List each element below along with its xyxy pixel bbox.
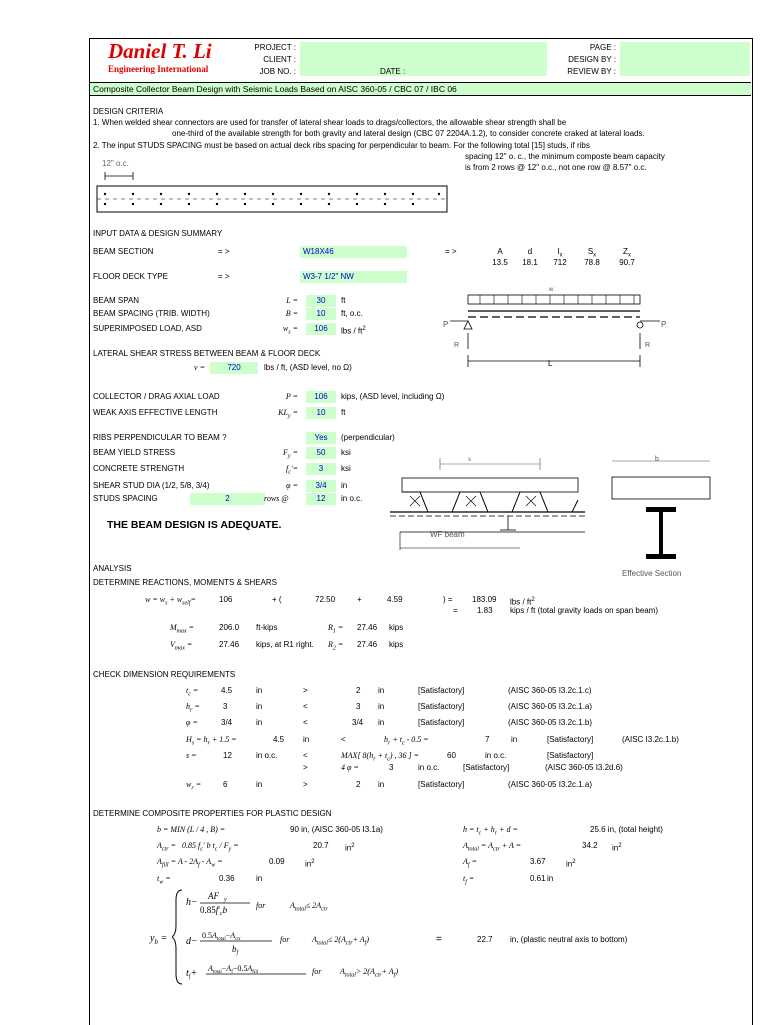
dim-row-limit: 3/4 [352, 718, 364, 727]
af-unit: $in^2$ [566, 859, 576, 869]
w-plus2: + [357, 595, 362, 604]
dim-row-unit: in [256, 718, 263, 727]
effective-section-diagram [606, 455, 716, 580]
s-limit2-unit: in o.c. [418, 763, 440, 772]
prop-value-sx: 78.8 [584, 258, 600, 267]
w-eq2: = [453, 606, 458, 615]
svg-text:y: y [224, 897, 227, 903]
yb-for-3: for [312, 967, 322, 976]
s-result1: [Satisfactory] [547, 751, 594, 760]
criteria-heading: DESIGN CRITERIA [93, 107, 164, 116]
kl-unit: ft [341, 408, 346, 417]
analysis-heading: ANALYSIS [93, 564, 132, 573]
actr-value: 20.7 [313, 841, 329, 850]
dim-row-limit: 3 [356, 702, 361, 711]
w-close: ) = [443, 595, 453, 604]
p-left-label: P [443, 320, 449, 329]
stud-layout-diagram [95, 168, 455, 218]
yb-symbol: $y_b$ = [150, 933, 168, 946]
vmax-unit: kips, at R1 right. [256, 640, 314, 649]
svg-text:tf+: $t_f+$ [186, 968, 198, 980]
r2-unit: kips [389, 640, 404, 649]
criteria-line1b: one-third of the available strength for both gravity and lateral design (CBC 07 2204A.1.2), to consider concrete craked at lateral loads. [172, 129, 645, 138]
svg-text:h−: h− [186, 897, 198, 908]
input-heading: INPUT DATA & DESIGN SUMMARY [93, 229, 223, 238]
stud-unit: in [341, 481, 348, 490]
prop-header-a: A [497, 247, 503, 256]
yb-value: 22.7 [477, 935, 493, 944]
spacing-input[interactable]: 10 [306, 308, 336, 320]
studsp-rows-unit: rows @ [264, 494, 289, 503]
spacing-label: BEAM SPACING (TRIB. WIDTH) [93, 309, 210, 318]
svg-text:0.5Atotal−Actr: $0.5A_{total}-A_{ctr}$ [202, 931, 241, 942]
project-field[interactable] [300, 42, 547, 76]
design-result: THE BEAM DESIGN IS ADEQUATE. [107, 519, 282, 531]
s-result2: [Satisfactory] [463, 763, 510, 772]
stud-input[interactable]: 3/4 [306, 480, 336, 492]
tf-value: 0.61 [530, 874, 546, 883]
ribs-note: (perpendicular) [341, 433, 395, 442]
dim-row-symbol: φ = [186, 718, 198, 727]
fy-unit: ksi [341, 448, 351, 457]
stud-symbol: φ = [286, 481, 298, 490]
prop-value-a: 13.5 [492, 258, 508, 267]
deck-section-diagram [380, 450, 600, 560]
beam-section-value: W18X46 [303, 247, 334, 256]
prop-value-d: 18.1 [522, 258, 538, 267]
kl-label: WEAK AXIS EFFECTIVE LENGTH [93, 408, 218, 417]
beam-section-arrow: = > [218, 247, 230, 256]
wr-value: 6 [223, 780, 228, 789]
s-unit: in o.c. [256, 751, 278, 760]
p-unit: kips, (ASD level, including Ω) [341, 392, 445, 401]
w-res2-unit: kips / ft (total gravity loads on span beam) [510, 606, 659, 615]
atot-value: 34.2 [582, 841, 598, 850]
actr-unit: $in^2$ [345, 843, 355, 853]
prop-value-ix: 712 [553, 258, 567, 267]
r1-label: R [454, 342, 460, 349]
s-limit1-eq: MAX[ $8(h_r + t_c)$ , 36 ] = [341, 751, 420, 763]
s-limit2: 3 [389, 763, 394, 772]
criteria-line2b: spacing 12" o. c., the minimum composte beam capacity [465, 152, 665, 161]
s-op2: > [303, 763, 308, 772]
p-right-label: P [661, 320, 667, 329]
sdl-input[interactable]: 106 [306, 323, 336, 335]
designby-label: DESIGN BY : [568, 55, 616, 64]
page-title: Composite Collector Beam Design with Seismic Loads Based on AISC 360-05 / CBC 07 / IBC 06 [93, 84, 457, 94]
spacing-unit: ft, o.c. [341, 309, 363, 318]
page-field[interactable] [620, 42, 750, 76]
sdl-unit: lbs / $ft^2$ [341, 326, 366, 336]
mmax-symbol: $M_{max}$ = [170, 623, 195, 635]
sdl-label: SUPERIMPOSED LOAD, ASD [93, 324, 202, 333]
yb-cond-2: $A_{total}\le 2(A_{ctr}+ A_f)$ [312, 935, 370, 947]
reviewby-label: REVIEW BY : [567, 67, 616, 76]
tf-unit: in [547, 874, 554, 883]
jobno-label: JOB NO. : [259, 67, 296, 76]
fy-input[interactable]: 50 [306, 447, 336, 459]
dim-row-limit-unit: in [378, 702, 385, 711]
s-limit1: 60 [447, 751, 456, 760]
vmax-value: 27.46 [219, 640, 240, 649]
studsp-rows-input[interactable]: 2 [190, 493, 265, 505]
w-val1: 106 [219, 595, 233, 604]
hs-value: 4.5 [273, 735, 285, 744]
actr-equation: $A_{ctr}$ = 0.85 $f_c'$ b $t_c / F_y$ = [157, 841, 239, 853]
af-value: 3.67 [530, 857, 546, 866]
r2-value: 27.46 [357, 640, 378, 649]
ribs-label: RIBS PERPENDICULAR TO BEAM ? [93, 433, 227, 442]
yb-equals: = [436, 934, 442, 945]
span-label: BEAM SPAN [93, 296, 140, 305]
w-label: w [549, 287, 554, 293]
studsp-unit: in o.c. [341, 494, 363, 503]
date-label: DATE : [380, 67, 406, 76]
dims-heading: CHECK DIMENSION REQUIREMENTS [93, 670, 236, 679]
s-op1: < [303, 751, 308, 760]
w-res1-unit: lbs / $ft^2$ [510, 597, 535, 607]
spacing-symbol: B = [285, 309, 298, 318]
page-label: PAGE : [589, 43, 616, 52]
w-equation: $w = w_s + w_{self}=$ [145, 595, 196, 607]
dim-row-result: [Satisfactory] [418, 686, 465, 695]
prop-header-d: d [527, 247, 533, 256]
dim-row-limit-unit: in [378, 718, 385, 727]
s-limit2-eq: 4 φ = [341, 763, 359, 772]
r1-value: 27.46 [357, 623, 378, 632]
w-res2: 1.83 [477, 606, 493, 615]
wr-op: > [303, 780, 308, 789]
prop-value-zx: 90.7 [619, 258, 635, 267]
beam-section-label: BEAM SECTION [93, 247, 154, 256]
prop-header-zx: $Z_x$ [623, 247, 631, 259]
r2-label: R [645, 342, 651, 349]
kl-symbol: $KL_y$ = [278, 408, 298, 420]
tf-equation: $t_f$ = [463, 874, 475, 886]
yb-unit: in, (plastic neutral axis to bottom) [510, 935, 628, 944]
w-plus1: + ( [272, 595, 282, 604]
studsp-input[interactable]: 12 [306, 493, 336, 505]
wf-beam-label: WF beam [430, 530, 465, 539]
mmax-unit: ft-kips [256, 623, 278, 632]
fc-input[interactable]: 3 [306, 463, 336, 475]
hs-limit-unit: in [511, 735, 518, 744]
project-label: PROJECT : [254, 43, 296, 52]
tw-value: 0.36 [219, 874, 235, 883]
p-symbol: P = [285, 392, 298, 401]
dim-row-op: < [303, 718, 308, 727]
composite-heading: DETERMINE COMPOSITE PROPERTIES FOR PLASTIC DESIGN [93, 809, 332, 818]
span-input[interactable]: 30 [306, 295, 336, 307]
atot-equation: $A_{total} = A_{ctr} + A$ = [463, 841, 522, 853]
svg-text:AF: AF [208, 891, 219, 901]
hs-equation: $H_s = h_r + 1.5$ = [186, 735, 237, 747]
fc-unit: ksi [341, 464, 351, 473]
wr-limit-unit: in [378, 780, 385, 789]
afill-unit: $in^2$ [305, 859, 315, 869]
hs-result: [Satisfactory] [547, 735, 594, 744]
ribs-input[interactable]: Yes [306, 432, 336, 444]
logo-subtitle: Engineering International [108, 64, 209, 74]
floor-deck-label: FLOOR DECK TYPE [93, 272, 168, 281]
sdl-symbol: $w_s$ = [282, 324, 298, 336]
criteria-line1: 1. When welded shear connectors are used for transfer of lateral shear loads to drags/collectors, the allowable shear strength shall be [93, 118, 567, 127]
hs-op: < [341, 735, 346, 744]
w-val3: 4.59 [387, 595, 403, 604]
vmax-symbol: $V_{max}$ = [170, 640, 193, 652]
mmax-value: 206.0 [219, 623, 240, 632]
b-dim-label: b [655, 456, 659, 463]
s-limit1-unit: in o.c. [485, 751, 507, 760]
dim-row-value: 4.5 [221, 686, 233, 695]
h-equation: $h = t_c + h_r + d$ = [463, 825, 518, 837]
dim-row-value: 3 [223, 702, 228, 711]
svg-text:Atotal−Af−0.5Afill: $A_{total}-A_f-0.5A_{fill}$ [208, 964, 259, 975]
logo-name: Daniel T. Li [108, 39, 212, 63]
floor-deck-arrow: = > [218, 272, 230, 281]
wr-limit: 2 [356, 780, 361, 789]
h-value: 25.6 in, (total height) [590, 825, 663, 834]
tw-equation: $t_w$ = [157, 874, 171, 886]
s-dim-label: s [468, 457, 471, 463]
lateral-label: LATERAL SHEAR STRESS BETWEEN BEAM & FLOOR DECK [93, 349, 321, 358]
prop-header-ix: $I_x$ [557, 247, 563, 259]
b-equation: b = MIN (L / 4 , B) = [157, 825, 226, 834]
r2-symbol: $R_2$ = [328, 640, 344, 652]
stud-label: SHEAR STUD DIA (1/2, 5/8, 3/4) [93, 481, 210, 490]
p-input[interactable]: 106 [306, 391, 336, 403]
b-value: 90 in, (AISC 360-05 I3.1a) [290, 825, 383, 834]
criteria-line2c: is from 2 rows @ 12" o.c., not one row @ 8.57" o.c. [465, 163, 647, 172]
stud-spacing-dim: 12" o.c. [102, 159, 129, 168]
af-equation: $A_f$ = [463, 857, 477, 869]
dim-row-ref: (AISC 360-05 I3.2c.1.b) [508, 718, 593, 727]
dim-row-result: [Satisfactory] [418, 718, 465, 727]
dim-row-result: [Satisfactory] [418, 702, 465, 711]
beam-load-diagram [440, 283, 680, 373]
span-unit: ft [341, 296, 346, 305]
wr-symbol: $w_r$ = [186, 780, 202, 792]
hs-limit: 7 [485, 735, 490, 744]
studsp-label: STUDS SPACING [93, 494, 158, 503]
s-value: 12 [223, 751, 232, 760]
wr-unit: in [256, 780, 263, 789]
fy-label: BEAM YIELD STRESS [93, 448, 176, 457]
v-symbol: v = [194, 363, 205, 372]
wr-ref: (AISC 360-05 I3.2c.1.a) [508, 780, 593, 789]
s-symbol: s = [186, 751, 197, 760]
dim-row-unit: in [256, 702, 263, 711]
v-unit: lbs / ft, (ASD level, no Ω) [264, 363, 352, 372]
hs-limit-eq: $h_r + t_c - 0.5$ = [384, 735, 429, 747]
w-val2: 72.50 [315, 595, 336, 604]
l-label: L [548, 359, 553, 368]
dim-row-op: > [303, 686, 308, 695]
svg-text:bf: $b_f$ [232, 944, 239, 956]
wr-result: [Satisfactory] [418, 780, 465, 789]
fc-label: CONCRETE STRENGTH [93, 464, 185, 473]
client-label: CLIENT : [263, 55, 296, 64]
afill-value: 0.09 [269, 857, 285, 866]
v-input[interactable]: 720 [210, 362, 258, 374]
dim-row-unit: in [256, 686, 263, 695]
dim-row-op: < [303, 702, 308, 711]
svg-text:0.85f'cb: $0.85f'_cb$ [200, 905, 228, 917]
fc-symbol: $f_c'=$ [285, 464, 298, 476]
dim-row-value: 3/4 [221, 718, 233, 727]
span-symbol: L = [286, 296, 298, 305]
floor-deck-value: W3-7 1/2" NW [303, 272, 354, 281]
yb-for-1: for [256, 901, 266, 910]
hs-ref: (AISC I3.2c.1.b) [622, 735, 679, 744]
dim-row-ref: (AISC 360-05 I3.2c.1.a) [508, 702, 593, 711]
s-ref2: (AISC 360-05 I3.2d.6) [545, 763, 623, 772]
dim-row-ref: (AISC 360-05 I3.2c.1.c) [508, 686, 592, 695]
atot-unit: $in^2$ [612, 843, 622, 853]
r1-unit: kips [389, 623, 404, 632]
effective-section-label: Effective Section [622, 569, 682, 578]
w-res1: 183.09 [472, 595, 497, 604]
yb-cond-3: $A_{total}> 2(A_{ctr}+ A_f)$ [340, 967, 399, 979]
dim-row-symbol: $h_r$ = [186, 702, 200, 714]
dim-row-limit-unit: in [378, 686, 385, 695]
criteria-line2: 2. The input STUDS SPACING must be based on actual deck ribs spacing for perpendicular to beam. For the following total [15] studs, if ribs [93, 141, 590, 150]
tw-unit: in [256, 874, 263, 883]
reactions-heading: DETERMINE REACTIONS, MOMENTS & SHEARS [93, 578, 278, 587]
kl-input[interactable]: 10 [306, 407, 336, 419]
hs-unit: in [303, 735, 310, 744]
yb-for-2: for [280, 935, 290, 944]
yb-cond-1: $A_{total}\le 2A_{ctr}$ [290, 901, 328, 913]
title-bar [90, 82, 751, 96]
fy-symbol: $F_y$ = [283, 448, 298, 460]
r1-symbol: $R_1$ = [328, 623, 344, 635]
beam-props-arrow: = > [445, 247, 457, 256]
dim-row-limit: 2 [356, 686, 361, 695]
afill-equation: $A_{fill} = A - 2A_f - A_w$ = [157, 857, 223, 869]
dim-row-symbol: $t_c$ = [186, 686, 199, 698]
p-label: COLLECTOR / DRAG AXIAL LOAD [93, 392, 220, 401]
svg-text:d−: d− [186, 936, 198, 947]
prop-header-sx: $S_x$ [587, 247, 597, 259]
